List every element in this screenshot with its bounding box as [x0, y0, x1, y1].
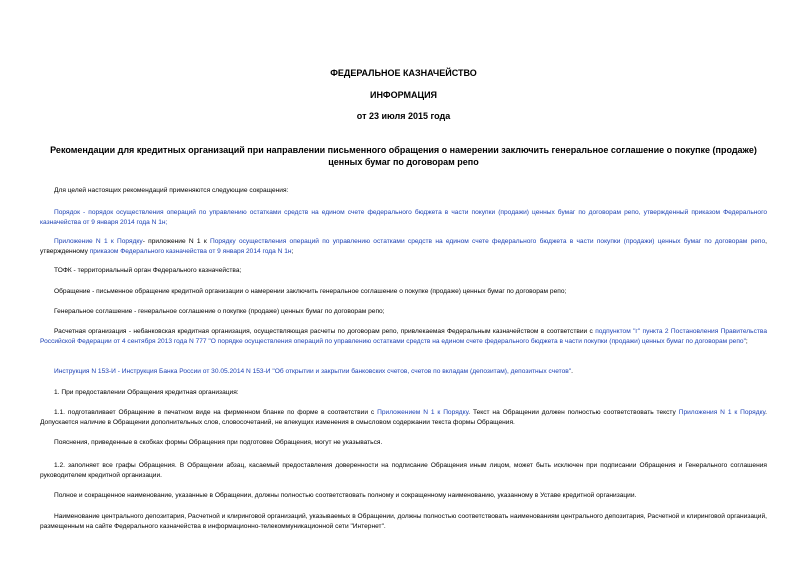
prilozhenie-1-link[interactable]: Приложением N 1 к Порядку: [377, 409, 469, 416]
poyasneniya-paragraph: Пояснения, приведенные в скобках формы Обращения при подготовке Обращения, могут не указываться.: [54, 439, 383, 446]
naimenovanie-paragraph: Полное и сокращенное наименование, указанные в Обращении, должны полностью соответствовать полному и сокращенному наименованию, указанному в Уставе кредитной организации.: [54, 492, 637, 499]
item-1-2: 1.2. заполняет все графы Обращения. В Обращении абзац, касаемый предоставления доверенности на подписание Обращения иным лицом, может быть исключен при подписании Обращения и Генерального соглашения руководителем кредитной организации.: [40, 462, 767, 479]
poryadok-full-link[interactable]: Порядку осуществления операций по управлению остатками средств на едином счете федерального бюджета в части покупки (продажи) ценных бумаг по договорам репо: [210, 238, 766, 245]
definition-gensoglashenie: Генеральное соглашение - генеральное соглашение о покупке (продаже) ценных бумаг по договорам репо;: [54, 308, 385, 315]
definition-tofk: ТОФК - территориальный орган Федерального казначейства;: [54, 267, 242, 274]
definition-obrashchenie: Обращение - письменное обращение кредитной организации о намерении заключить генеральное соглашение о покупке (продаже) ценных бумаг по договорам репо;: [54, 288, 567, 295]
prikaz-link[interactable]: приказом Федерального казначейства от 9 января 2014 года N 1н: [89, 248, 292, 255]
definition-poryadok: [40, 208, 767, 228]
item-1-1: 1.1. подготавливает Обращение в печатном виде на фирменном бланке по форме в соответствии с Приложением N 1 к Порядку. Текст на Обращении должен полностью соответствовать тексту Приложения N 1 к Порядку. Допускается наличие в Обращении дополнительных слов, словосочетаний, не влекущих изменения в смысловом содержании текста формы Обращения.: [40, 409, 768, 426]
section-1-heading: 1. При предоставлении Обращения кредитная организация:: [54, 389, 239, 396]
prilozhenie-link[interactable]: Приложение N 1 к Порядку: [54, 238, 143, 245]
instrukciya-link[interactable]: Инструкция N 153-И - Инструкция Банка России от 30.05.2014 N 153-И "Об открытии и закрытии банковских счетов, счетов по вкладам (депозитам), депозитных счетов": [54, 368, 572, 375]
prilozhenie-1-link-2[interactable]: Приложения N 1 к Порядку: [678, 409, 766, 416]
definition-instrukciya: Инструкция N 153-И - Инструкция Банка России от 30.05.2014 N 153-И "Об открытии и закрытии банковских счетов, счетов по вкладам (депозитам), депозитных счетов".: [54, 368, 573, 375]
document-type-heading: ИНФОРМАЦИЯ: [369, 90, 438, 100]
definition-raschet: Расчетная организация - небанковская кредитная организация, осуществляющая расчеты по договорам репо, привлекаемая Федеральным казначейством в соответствии с подпунктом "г" пункта 2 Постановления Правительства Российской Федерации от 4 сентября 2013 года N 777 "О порядке осуществления операций по управлению остатками средств на едином счете федерального бюджета в части покупки (продажи) ценных бумаг по договорам репо";: [40, 328, 767, 345]
definition-prilozhenie: Приложение N 1 к Порядку- приложение N 1 к Порядку осуществления операций по управлению остатками средств на едином счете федерального бюджета в части покупки (продажи) ценных бумаг по договорам репо, утвержденному приказом Федерального казначейства от 9 января 2014 года N 1н;: [40, 238, 767, 255]
depozitariy-paragraph: Наименование центрального депозитария, Расчетной и клиринговой организаций, указываемых в Обращении, должны полностью соответствовать наименованиям центрального депозитария, Расчетной и клиринговой организаций, размещенным на сайте Федерального казначейства в информационно-телекоммуникационной сети "Интернет".: [40, 513, 767, 530]
agency-heading: ФЕДЕРАЛЬНОЕ КАЗНАЧЕЙСТВО: [330, 68, 477, 78]
intro-paragraph: Для целей настоящих рекомендаций применяются следующие сокращения:: [54, 187, 289, 194]
document-date: от 23 июля 2015 года: [356, 111, 451, 121]
postanovlenie-link[interactable]: подпунктом "г" пункта 2 Постановления Правительства Российской Федерации от 4 сентября 2013 года N 777 "О порядке осуществления операций по управлению остатками средств на едином счете федерального бюджета в части покупки (продажи) ценных бумаг по договорам репо": [40, 328, 767, 345]
document-title: Рекомендации для кредитных организаций при направлении письменного обращения о намерении заключить генеральное соглашение о покупке (продаже) ценных бумаг по договорам репо: [50, 145, 757, 167]
poryadok-link[interactable]: Порядок - порядок осуществления операций по управлению остатками средств на едином счете федерального бюджета в части покупки (продажи) ценных бумаг по договорам репо, утвержденный приказом Федерального казначейства от 9 января 2014 года N 1н;: [40, 209, 767, 226]
